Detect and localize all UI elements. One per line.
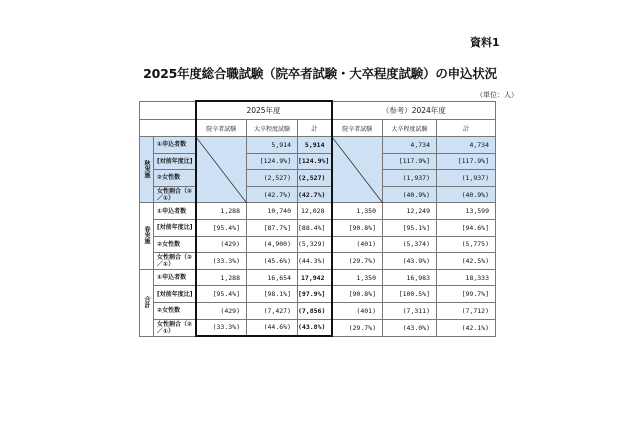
value-cell: (1,937) (437, 170, 496, 187)
header-col-undergrad-prev: 大卒程度試験 (383, 120, 437, 137)
row-label: ②女性数 (154, 236, 196, 253)
value-cell: (42.5%) (437, 253, 496, 270)
row-label: ①申込者数 (154, 269, 196, 286)
header-col-grad: 院卒者試験 (196, 120, 247, 137)
document-label: 資料1 (470, 36, 500, 49)
row-label: 女性割合（②／①） (154, 319, 196, 336)
empty-cell-diagonal (332, 137, 383, 203)
table-row (140, 153, 496, 170)
row-label: 女性割合（②／①） (154, 253, 196, 270)
value-cell: 1,350 (332, 203, 383, 220)
header-year-current: 2025年度 (196, 101, 332, 120)
empty-cell-diagonal (196, 137, 247, 203)
value-cell: [117.9%] (383, 153, 437, 170)
header-corner (140, 101, 196, 120)
value-cell: (7,427) (247, 302, 298, 319)
table-row (140, 269, 496, 286)
value-cell: (42.7%) (247, 186, 298, 203)
table-row (140, 319, 496, 336)
value-cell: 13,599 (437, 203, 496, 220)
value-cell: (45.6%) (247, 253, 298, 270)
value-cell: [95.1%] (383, 219, 437, 236)
total-cell: (44.3%) (298, 253, 332, 270)
value-cell: (4,900) (247, 236, 298, 253)
applications-table (139, 100, 496, 337)
total-cell: [97.9%] (298, 286, 332, 303)
value-cell: (7,311) (383, 302, 437, 319)
section-label-autumn: 秋実施 (140, 137, 154, 203)
value-cell: [90.8%] (332, 286, 383, 303)
value-cell: 12,249 (383, 203, 437, 220)
value-cell: [94.6%] (437, 219, 496, 236)
value-cell: 4,734 (437, 137, 496, 154)
table-row (140, 236, 496, 253)
value-cell: 1,350 (332, 269, 383, 286)
value-cell: [99.7%] (437, 286, 496, 303)
total-cell: (43.8%) (298, 319, 332, 336)
value-cell: 4,734 (383, 137, 437, 154)
value-cell: (7,712) (437, 302, 496, 319)
value-cell: 5,914 (247, 137, 298, 154)
section-label-total: 合計 (140, 269, 154, 336)
row-label: [対前年度比] (154, 286, 196, 303)
value-cell: (2,527) (247, 170, 298, 187)
table-row (140, 302, 496, 319)
row-label: ②女性数 (154, 170, 196, 187)
total-cell: (2,527) (298, 170, 332, 187)
header-col-undergrad: 大卒程度試験 (247, 120, 298, 137)
value-cell: 1,288 (196, 269, 247, 286)
value-cell: (40.9%) (383, 186, 437, 203)
value-cell: (429) (196, 236, 247, 253)
table-row (140, 219, 496, 236)
value-cell: [95.4%] (196, 286, 247, 303)
table-row (140, 203, 496, 220)
value-cell: [117.9%] (437, 153, 496, 170)
value-cell: 1,288 (196, 203, 247, 220)
row-label: ①申込者数 (154, 203, 196, 220)
value-cell: 16,654 (247, 269, 298, 286)
table-row (140, 286, 496, 303)
total-cell: (7,856) (298, 302, 332, 319)
header-col-total: 計 (298, 120, 332, 137)
value-cell: (43.0%) (383, 319, 437, 336)
total-cell: 12,028 (298, 203, 332, 220)
table-row (140, 170, 496, 187)
value-cell: (429) (196, 302, 247, 319)
row-label: [対前年度比] (154, 219, 196, 236)
value-cell: (42.1%) (437, 319, 496, 336)
value-cell: (40.9%) (437, 186, 496, 203)
header-corner-2 (140, 120, 196, 137)
header-col-grad-prev: 院卒者試験 (332, 120, 383, 137)
total-cell: (5,329) (298, 236, 332, 253)
section-label-spring: 春実施 (140, 203, 154, 269)
value-cell: [98.1%] (247, 286, 298, 303)
header-year-previous: （参考）2024年度 (332, 101, 496, 120)
row-label: [対前年度比] (154, 153, 196, 170)
value-cell: 10,740 (247, 203, 298, 220)
total-cell: 5,914 (298, 137, 332, 154)
value-cell: (33.3%) (196, 319, 247, 336)
value-cell: (401) (332, 236, 383, 253)
value-cell: (401) (332, 302, 383, 319)
value-cell: [90.8%] (332, 219, 383, 236)
unit-note: （単位：人） (476, 91, 518, 99)
total-cell: 17,942 (298, 269, 332, 286)
value-cell: (29.7%) (332, 319, 383, 336)
value-cell: 16,983 (383, 269, 437, 286)
value-cell: [95.4%] (196, 219, 247, 236)
value-cell: (44.6%) (247, 319, 298, 336)
value-cell: (29.7%) (332, 253, 383, 270)
value-cell: 18,333 (437, 269, 496, 286)
value-cell: (33.3%) (196, 253, 247, 270)
row-label: ②女性数 (154, 302, 196, 319)
table-row (140, 186, 496, 203)
row-label: ①申込者数 (154, 137, 196, 154)
value-cell: (43.9%) (383, 253, 437, 270)
table-row (140, 137, 496, 154)
total-cell: [124.9%] (298, 153, 332, 170)
row-label: 女性割合（②／①） (154, 186, 196, 203)
value-cell: [124.9%] (247, 153, 298, 170)
total-cell: (42.7%) (298, 186, 332, 203)
table-row (140, 253, 496, 270)
value-cell: (1,937) (383, 170, 437, 187)
header-col-total-prev: 計 (437, 120, 496, 137)
value-cell: (5,775) (437, 236, 496, 253)
page-title: 2025年度総合職試験（院卒者試験・大卒程度試験）の申込状況 (143, 66, 497, 81)
value-cell: [87.7%] (247, 219, 298, 236)
value-cell: [100.5%] (383, 286, 437, 303)
total-cell: [88.4%] (298, 219, 332, 236)
value-cell: (5,374) (383, 236, 437, 253)
